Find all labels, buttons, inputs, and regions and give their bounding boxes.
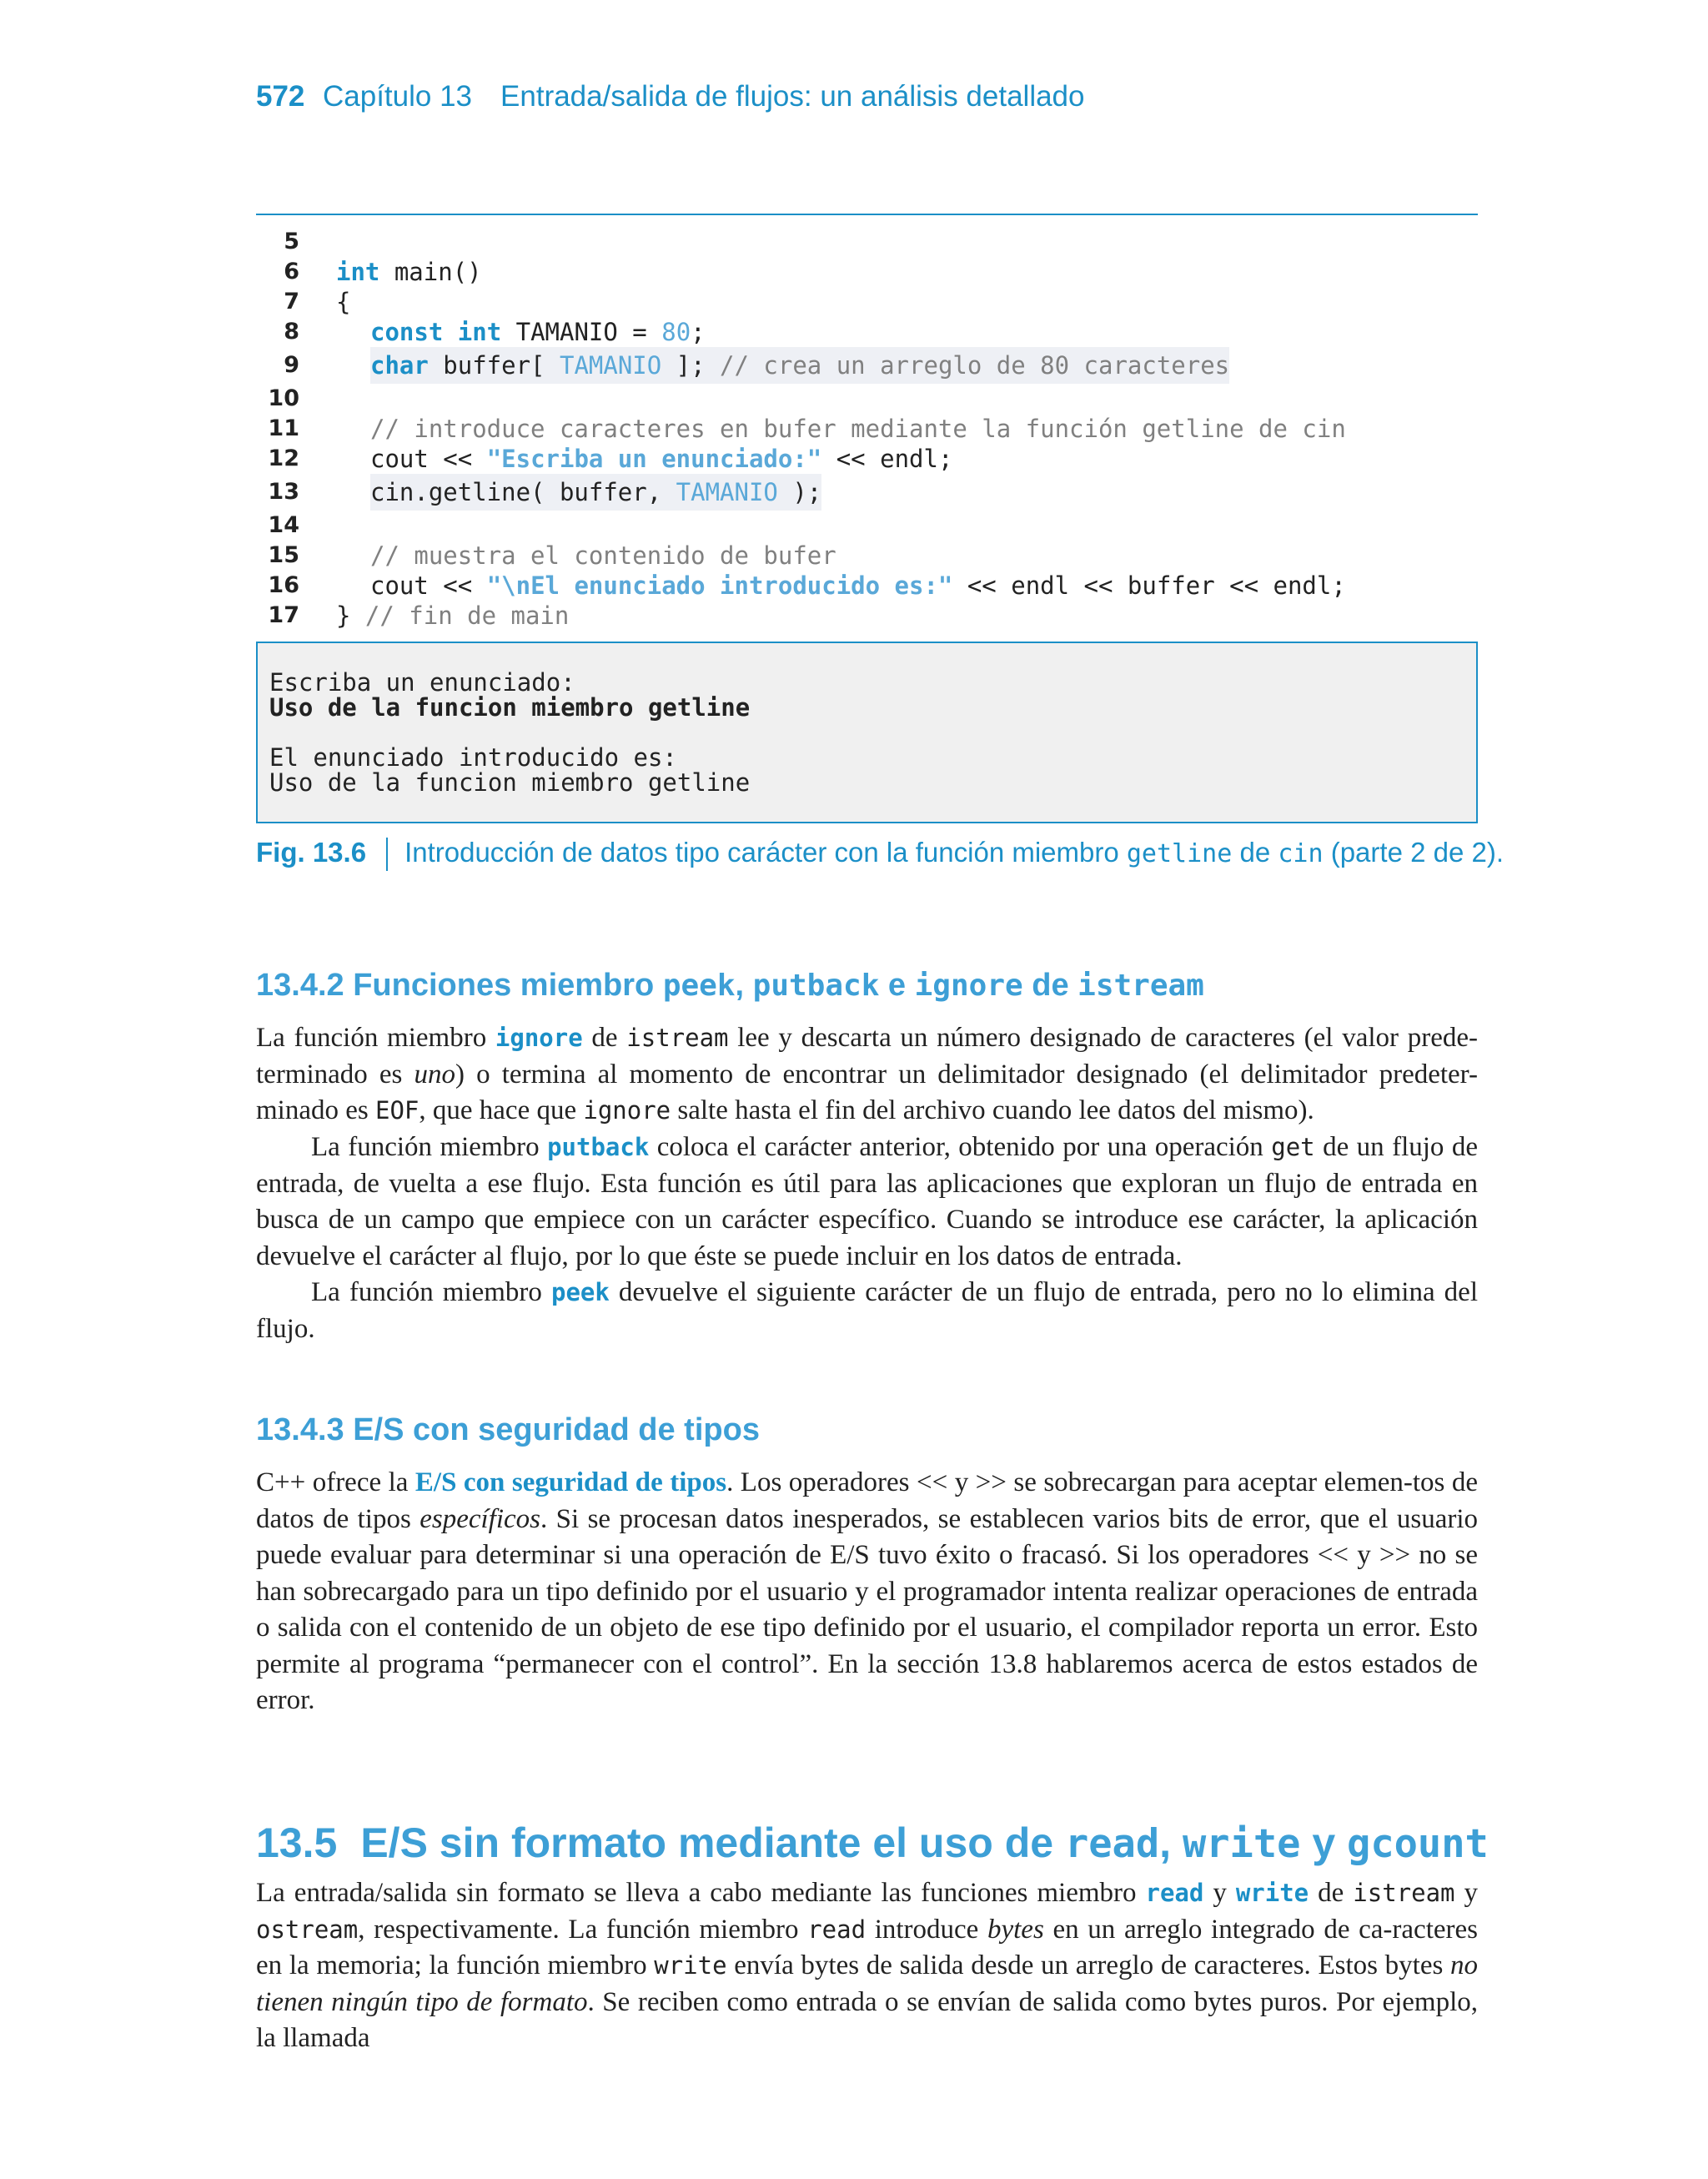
- line-number: 12: [268, 445, 299, 471]
- text: La función miembro: [311, 1132, 548, 1162]
- code-text: ];: [661, 351, 721, 380]
- line-number: 15: [268, 542, 299, 568]
- text: introduce: [866, 1914, 987, 1945]
- code-text: [443, 318, 457, 346]
- code-text: main(): [379, 258, 482, 286]
- key-term: E/S con seguridad de tipos: [414, 1467, 727, 1497]
- code-line: [256, 444, 1478, 474]
- code-text: TAMANIO =: [501, 318, 662, 346]
- code-string: "Escriba un enunciado:": [486, 445, 822, 473]
- emphasis: específicos: [419, 1503, 540, 1534]
- inline-code-keyterm: putback: [547, 1133, 650, 1161]
- code-line: [256, 601, 1478, 631]
- line-number: 16: [268, 572, 299, 598]
- code-line: [256, 541, 1478, 571]
- paragraph-unformatted-io: [256, 1875, 1478, 2057]
- text: La entrada/salida sin formato se lleva a cabo mediante las funciones miembro: [256, 1878, 1146, 1908]
- line-number: 14: [268, 512, 299, 538]
- code-comment: // fin de main: [364, 601, 570, 630]
- code-keyword: const: [370, 318, 444, 346]
- heading-code: ignore: [914, 969, 1023, 1003]
- paragraph-type-safe-io: [256, 1465, 1478, 1719]
- text: La función miembro: [311, 1277, 551, 1307]
- code-line: [256, 317, 1478, 347]
- heading-text: ,: [735, 968, 753, 1003]
- line-number: 10: [268, 385, 299, 411]
- text: y: [1454, 1878, 1479, 1908]
- code-keyword: int: [336, 258, 380, 286]
- code-line: [256, 384, 1478, 414]
- caption-text: de: [1232, 837, 1278, 868]
- code-listing: [256, 227, 1478, 631]
- line-number: 6: [284, 259, 299, 284]
- code-text: cout <<: [370, 571, 487, 600]
- text: y: [1203, 1878, 1236, 1908]
- code-text: ;: [691, 318, 706, 346]
- inline-code: read: [807, 1915, 867, 1944]
- emphasis: no tienen ningún tipo de formato: [256, 1950, 1478, 2017]
- inline-code: ignore: [583, 1096, 671, 1125]
- code-identifier: TAMANIO: [559, 351, 662, 380]
- code-line: [256, 287, 1478, 317]
- heading-code: write: [1182, 1821, 1301, 1867]
- section-heading-13-5: [256, 1819, 1489, 1867]
- running-header: [256, 80, 1085, 113]
- line-number: 5: [284, 229, 299, 254]
- caption-code: cin: [1278, 839, 1324, 868]
- caption-code: getline: [1126, 839, 1233, 868]
- chapter-title: Entrada/salida de flujos: un análisis detallado: [500, 80, 1085, 113]
- paragraph-ignore: [256, 1020, 1478, 1130]
- chapter-label: Capítulo 13: [323, 80, 473, 113]
- text: . Si se procesan datos inesperados, se establecen varios bits de error, que el usuario puede evaluar para determinar si una operación de E/S tuvo éxito o fracasó. Si los operadores << y >> no se han sobrecargado para un tipo definido por el usuario y el programador intenta realizar operaciones de entrada o salida con el contenido de un objeto de ese tipo definido por el usuario, el compilador reporta un error. Esto permite al programa “permanecer con el control”. En la sección 13.8 hablaremos acerca de estos estados de error.: [256, 1503, 1478, 1715]
- heading-text: 13.4.2 Funciones miembro: [256, 968, 663, 1003]
- inline-code-keyterm: ignore: [495, 1024, 583, 1052]
- code-comment: // muestra el contenido de bufer: [370, 541, 836, 570]
- output-line-user-input: Uso de la funcion miembro getline: [269, 693, 751, 722]
- line-number: 7: [284, 289, 299, 315]
- page-number: 572: [256, 80, 305, 113]
- text: C++ ofrece la: [256, 1467, 415, 1497]
- output-line: Escriba un enunciado:: [269, 668, 575, 697]
- inline-code-keyterm: peek: [551, 1278, 610, 1306]
- text: ) o termina al momento de encontrar un delimitador designado (el delimitador predeter-minado es: [256, 1059, 1479, 1125]
- line-number: 8: [284, 319, 299, 345]
- inline-code-keyterm: read: [1145, 1879, 1204, 1907]
- text: coloca el carácter anterior, obtenido por una operación: [649, 1132, 1272, 1162]
- paragraph-peek: [256, 1275, 1478, 1347]
- inline-code: istream: [626, 1024, 729, 1052]
- inline-code: get: [1271, 1133, 1315, 1161]
- line-number: 17: [268, 602, 299, 628]
- section-heading-13-4-3: 13.4.3 E/S con seguridad de tipos: [256, 1412, 760, 1447]
- heading-text: de: [1022, 968, 1078, 1003]
- inline-code: ostream: [256, 1915, 359, 1944]
- caption-text: (parte 2 de 2).: [1323, 837, 1504, 868]
- heading-text: E/S sin formato mediante el uso de: [360, 1819, 1065, 1866]
- text: de: [582, 1023, 627, 1053]
- heading-code: putback: [752, 969, 880, 1003]
- text: La función miembro: [256, 1023, 495, 1053]
- line-number: 11: [268, 415, 299, 441]
- code-text: }: [336, 601, 365, 630]
- code-comment: // introduce caracteres en bufer mediante la función getline de cin: [370, 415, 1346, 443]
- text: salte hasta el fin del archivo cuando lee datos del mismo).: [671, 1095, 1314, 1125]
- inline-code-keyterm: write: [1235, 1879, 1309, 1907]
- code-identifier: TAMANIO: [676, 478, 778, 506]
- code-keyword: int: [457, 318, 502, 346]
- inline-code: EOF: [374, 1096, 419, 1125]
- code-line: [256, 257, 1478, 287]
- code-number: 80: [661, 318, 691, 346]
- code-text: cin.getline( buffer,: [370, 478, 676, 506]
- code-line: [256, 571, 1478, 601]
- heading-code: istream: [1078, 969, 1204, 1003]
- heading-code: read: [1064, 1821, 1160, 1867]
- figure-caption: [256, 837, 1504, 871]
- code-text: << endl;: [821, 445, 953, 473]
- code-string: "\nEl enunciado introducido es:": [486, 571, 953, 600]
- heading-code: gcount: [1347, 1821, 1489, 1867]
- text: , respectivamente. La función miembro: [358, 1914, 808, 1945]
- caption-separator: [386, 838, 388, 871]
- heading-text: e: [879, 968, 915, 1003]
- text: lee y descarta un número designado de caracteres (el valor prede-terminado es: [256, 1023, 1478, 1090]
- heading-text: ,: [1159, 1819, 1183, 1866]
- output-line: El enunciado introducido es:: [269, 743, 677, 772]
- section-heading-13-4-2: [256, 968, 1204, 1004]
- code-line: [256, 347, 1478, 384]
- code-top-rule: [256, 214, 1478, 215]
- text: en un arreglo integrado de ca-racteres en la memoria; la función miembro: [256, 1914, 1479, 1980]
- paragraph-putback: [256, 1130, 1478, 1275]
- inline-code: write: [654, 1951, 727, 1980]
- heading-text: y: [1300, 1819, 1348, 1866]
- code-comment: // crea un arreglo de 80 caracteres: [720, 351, 1230, 380]
- code-text: cout <<: [370, 445, 487, 473]
- code-line: [256, 511, 1478, 541]
- text: , que hace que: [419, 1095, 584, 1125]
- emphasis: uno: [414, 1059, 455, 1090]
- text: de: [1309, 1878, 1354, 1908]
- code-text: << endl << buffer << endl;: [952, 571, 1346, 600]
- code-line: [256, 227, 1478, 257]
- program-output: [256, 642, 1478, 823]
- text: . Se reciben como entrada o se envían de salida como bytes puros. Por ejemplo, la llamada: [256, 1986, 1478, 2053]
- code-line: [256, 474, 1478, 511]
- inline-code: istream: [1353, 1879, 1455, 1907]
- code-text: {: [336, 288, 351, 316]
- code-text: );: [777, 478, 822, 506]
- text: envía bytes de salida desde un arreglo de caracteres. Estos bytes: [726, 1950, 1450, 1980]
- output-line: Uso de la funcion miembro getline: [269, 768, 751, 797]
- code-line: [256, 414, 1478, 444]
- line-number: 9: [284, 352, 299, 378]
- line-number: 13: [268, 479, 299, 505]
- text: devuelve el siguiente carácter de un flujo de entrada, pero no lo elimina del flujo.: [256, 1277, 1478, 1344]
- text: de un flujo de entrada, de vuelta a ese flujo. Esta función es útil para las aplicaciones que exploran un flujo de entrada en busca de un campo que empiece con un carácter específico. Cuando se introduce ese carácter, la aplicación devuelve el carácter al flujo, por lo que éste se puede incluir en los datos de entrada.: [256, 1132, 1478, 1271]
- section-number: 13.5: [256, 1819, 338, 1866]
- code-keyword: char: [370, 351, 429, 380]
- emphasis: bytes: [987, 1914, 1044, 1945]
- figure-label: Fig. 13.6: [256, 837, 367, 868]
- code-text: buffer[: [428, 351, 560, 380]
- caption-text: Introducción de datos tipo carácter con la función miembro: [404, 837, 1127, 868]
- text: . Los operadores << y >> se sobrecargan para aceptar elemen-tos de datos de tipos: [256, 1467, 1479, 1534]
- heading-code: peek: [662, 969, 736, 1003]
